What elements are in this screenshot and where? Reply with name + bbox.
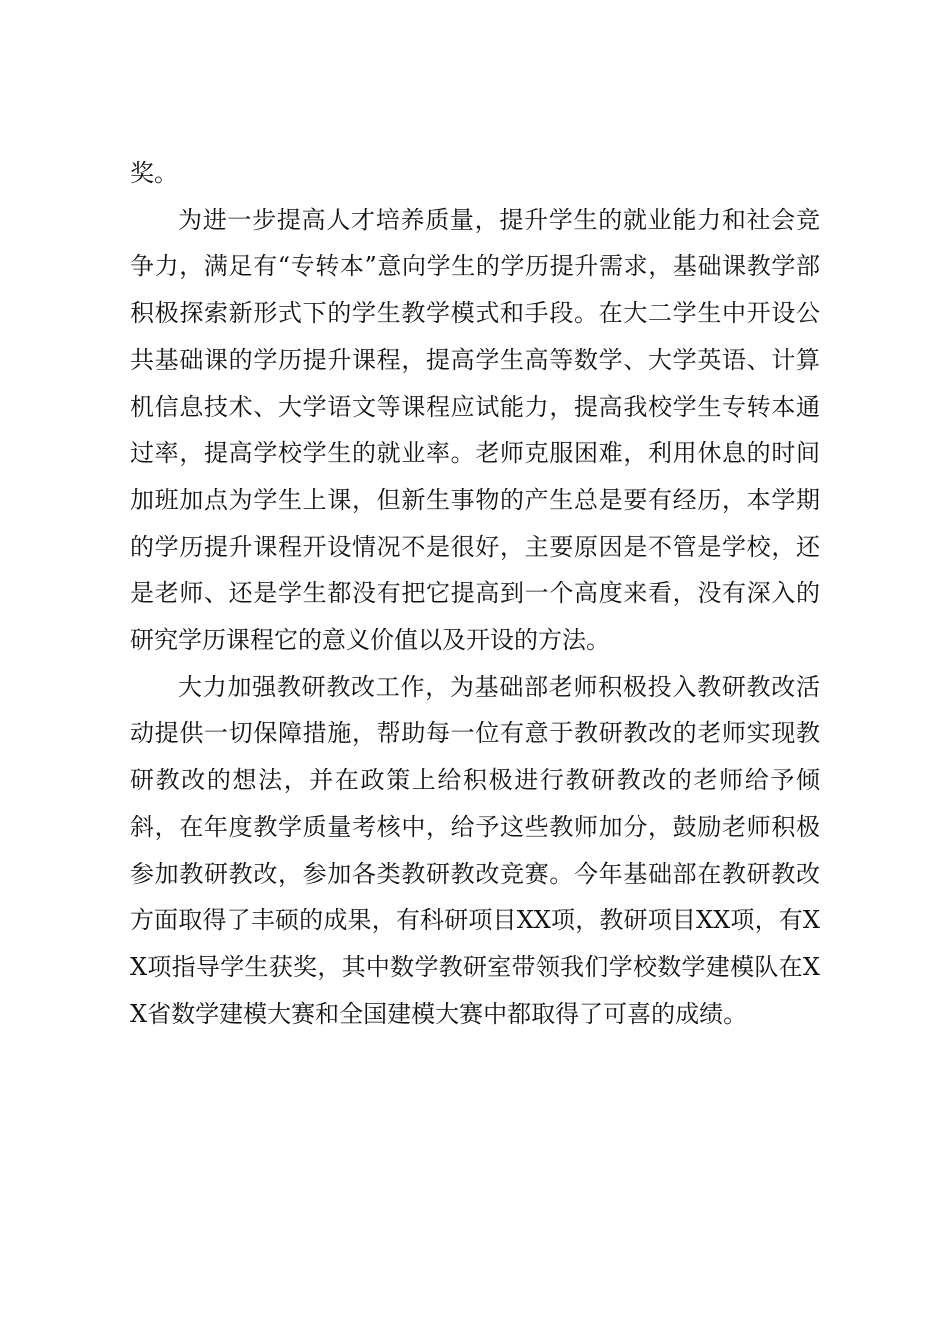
paragraph-teaching-research: 大力加强教研教改工作，为基础部老师积极投入教研教改活动提供一切保障措施，帮助每一位有意于教研教改的老师实现教研教改的想法，并在政策上给积极进行教研教改的老师给予倾斜，在年度教学质量考核中，给予这些教师加分，鼓励老师积极参加教研教改，参加各类教研教改竞赛。今年基础部在教研教改方面取得了丰硕的成果，有科研项目XX项，教研项目XX项，有XX项指导学生获奖，其中数学教研室带领我们学校数学建模队在XX省数学建模大赛和全国建模大赛中都取得了可喜的成绩。 xyxy=(130,672,820,1028)
document-body xyxy=(130,150,820,1037)
paragraph-continuation: 奖。 xyxy=(130,159,178,187)
paragraph-education-upgrade: 为进一步提高人才培养质量，提升学生的就业能力和社会竞争力，满足有“专转本”意向学生的学历提升需求，基础课教学部积极探索新形式下的学生教学模式和手段。在大二学生中开设公共基础课的学历提升课程，提高学生高等数学、大学英语、计算机信息技术、大学语文等课程应试能力，提高我校学生专转本通过率，提高学校学生的就业率。老师克服困难，利用休息的时间加班加点为学生上课，但新生事物的产生总是要有经历，本学期的学历提升课程开设情况不是很好，主要原因是不管是学校，还是老师、还是学生都没有把它提高到一个高度来看，没有深入的研究学历课程它的意义价值以及开设的方法。 xyxy=(130,205,820,655)
